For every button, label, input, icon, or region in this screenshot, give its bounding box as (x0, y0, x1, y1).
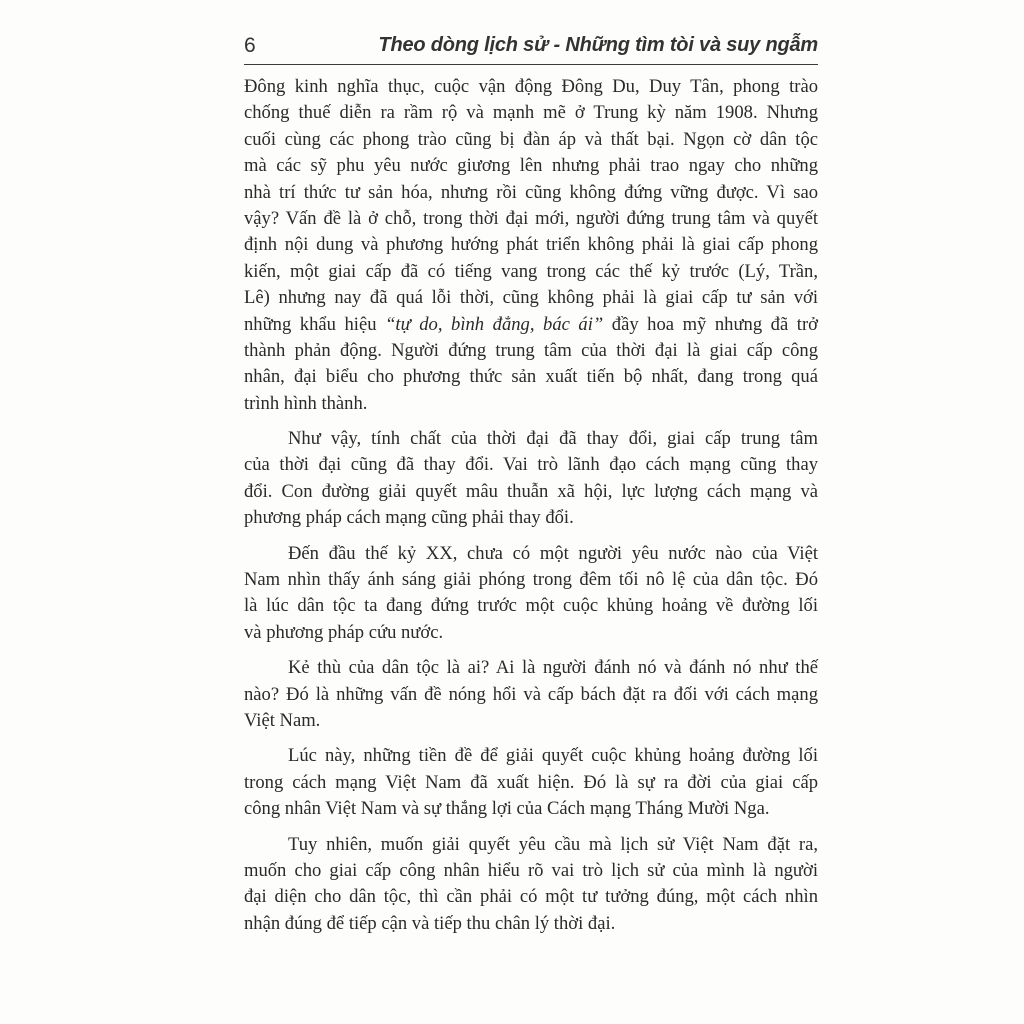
text-line: Lê) nhưng nay đã quá lỗi thời, cũng không phải là giai cấp tư sản với (244, 287, 818, 309)
text-line: Đến đầu thế kỷ XX, chưa có một người yêu nước nào của Việt (288, 542, 818, 564)
body-text (244, 74, 818, 946)
text-line: của thời đại cũng đã thay đổi. Vai trò lãnh đạo cách mạng cũng thay (244, 454, 818, 476)
text-line: chống thuế diễn ra rầm rộ và mạnh mẽ ở Trung kỳ năm 1908. Nhưng (244, 102, 818, 124)
text-line: nào? Đó là những vấn đề nóng hổi và cấp bách đặt ra đối với cách mạng (244, 683, 818, 705)
paragraph (244, 426, 818, 532)
text-line: vậy? Vấn đề là ở chỗ, trong thời đại mới, người đứng trung tâm và quyết (244, 207, 818, 229)
text-line: Nam nhìn thấy ánh sáng giải phóng trong đêm tối nô lệ của dân tộc. Đó (244, 569, 818, 591)
text-run: những khẩu hiệu (244, 313, 386, 335)
running-title: Theo dòng lịch sử - Những tìm tòi và suy ngẫm (378, 34, 818, 56)
text-run: đầy hoa mỹ nhưng đã trở (603, 313, 818, 335)
text-line: thành phản động. Người đứng trung tâm của thời đại là giai cấp công (244, 339, 818, 361)
paragraph (244, 655, 818, 734)
paragraph (244, 743, 818, 822)
quoted-slogan: “tự do, bình đẳng, bác ái” (385, 313, 604, 335)
text-line: Lúc này, những tiền đề để giải quyết cuộc khủng hoảng đường lối (288, 745, 818, 767)
text-line: đổi. Con đường giải quyết mâu thuẫn xã hội, lực lượng cách mạng và (244, 480, 818, 502)
text-line: nhà trí thức tư sản hóa, nhưng rồi cũng không đứng vững được. Vì sao (244, 181, 818, 203)
text-line: muốn cho giai cấp công nhân hiểu rõ vai trò lịch sử của mình là người (244, 859, 818, 881)
text-line: trình hình thành. (244, 392, 368, 414)
page-header (244, 30, 818, 65)
text-line: kiến, một giai cấp đã có tiếng vang trong các thế kỷ trước (Lý, Trần, (244, 260, 818, 282)
text-line: Kẻ thù của dân tộc là ai? Ai là người đánh nó và đánh nó như thế (288, 657, 818, 679)
text-line: nhân, đại biểu cho phương thức sản xuất tiến bộ nhất, đang trong quá (244, 366, 818, 388)
text-line: định nội dung và phương hướng phát triển không phải là giai cấp phong (244, 234, 818, 256)
text-line: là lúc dân tộc ta đang đứng trước một cuộc khủng hoảng về đường lối (244, 595, 818, 617)
text-line: đại diện cho dân tộc, thì cần phải có một tư tưởng đúng, một cách nhìn (244, 886, 818, 908)
text-line: cuối cùng các phong trào cũng bị đàn áp và thất bại. Ngọn cờ dân tộc (244, 128, 818, 150)
text-line: Đông kinh nghĩa thục, cuộc vận động Đông Du, Duy Tân, phong trào (244, 76, 818, 97)
text-line: Tuy nhiên, muốn giải quyết yêu cầu mà lịch sử Việt Nam đặt ra, (288, 833, 818, 855)
text-line-with-quote (244, 312, 818, 338)
text-line: nhận đúng để tiếp cận và tiếp thu chân lý thời đại. (244, 912, 616, 934)
text-line: Như vậy, tính chất của thời đại đã thay đổi, giai cấp trung tâm (288, 428, 818, 450)
text-line: Việt Nam. (244, 709, 321, 731)
page-number: 6 (244, 34, 256, 57)
text-line: trong cách mạng Việt Nam đã xuất hiện. Đó là sự ra đời của giai cấp (244, 771, 818, 793)
paragraph (244, 541, 818, 647)
paragraph (244, 832, 818, 938)
text-line: phương pháp cách mạng cũng phải thay đổi. (244, 507, 574, 529)
text-line: mà các sỹ phu yêu nước giương lên nhưng phải trao ngay cho những (244, 155, 818, 177)
text-line: và phương pháp cứu nước. (244, 621, 444, 643)
text-line: công nhân Việt Nam và sự thắng lợi của Cách mạng Tháng Mười Nga. (244, 798, 770, 820)
paragraph (244, 74, 818, 417)
